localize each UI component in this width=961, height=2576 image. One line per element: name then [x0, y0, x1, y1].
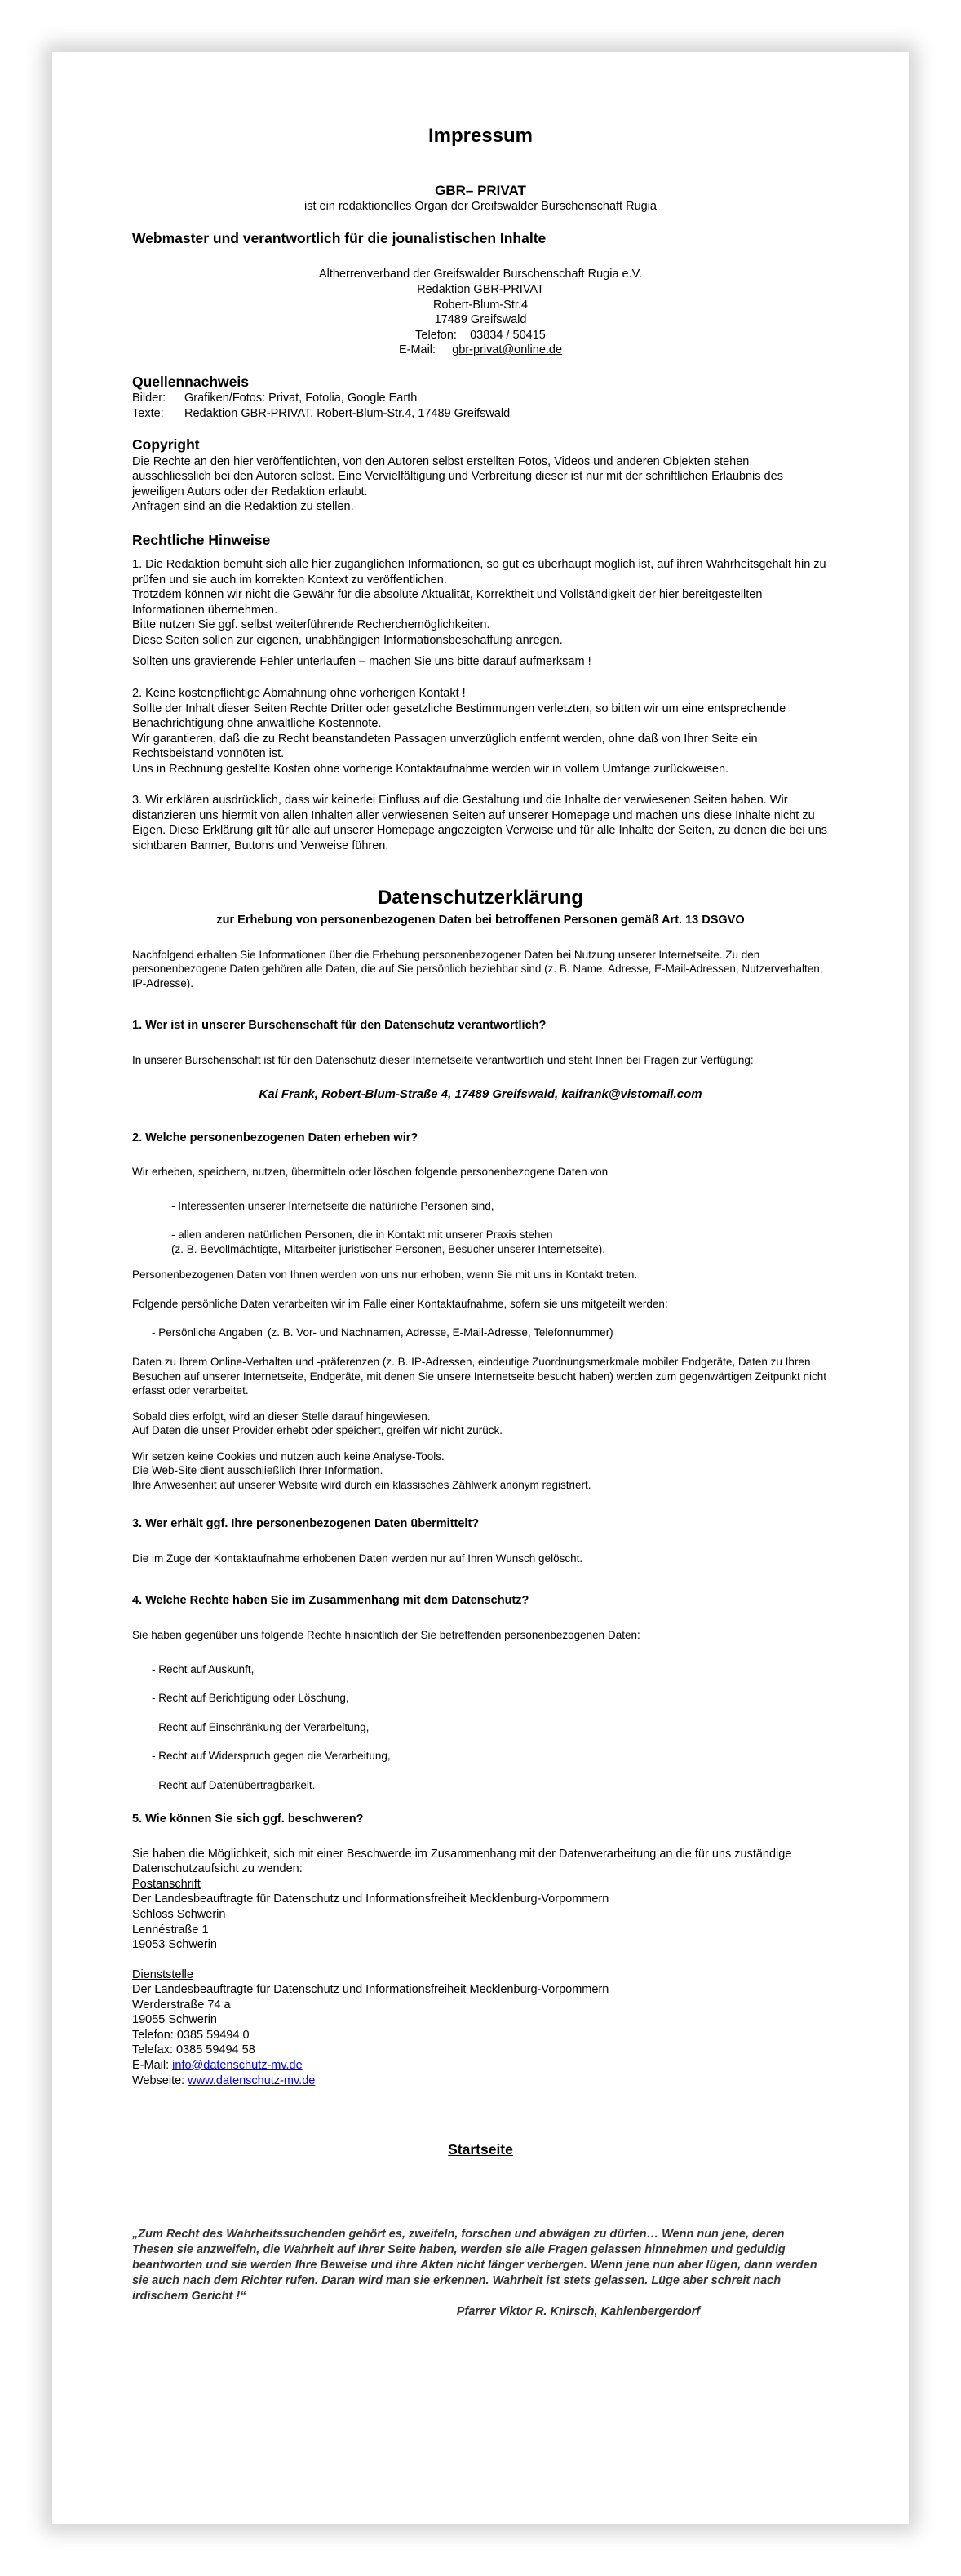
- responsible-contact: Kai Frank, Robert-Blum-Straße 4, 17489 Greifswald, kaifrank@vistomail.com: [259, 1087, 702, 1102]
- editorial-address: [132, 267, 829, 357]
- legal-paragraph: 3. Wir erklären ausdrücklich, dass wir keinerlei Einfluss auf die Gestaltung und die Inhalte der verwiesenen Seiten haben. Wir distanzieren uns hiermit von allen Inhalten aller verwiesenen Seiten auf unserer Homepage und machen uns diese Inhalte nicht zu Eigen. Diese Erklärung gilt für alle auf unserer Homepage angezeigten Verweise und für alle Inhalte der Seiten, zu denen die bei uns sichtbaren Banner, Buttons und Verweise führen.: [132, 794, 828, 852]
- email-label: E-Mail:: [132, 2058, 170, 2072]
- web-line: [132, 2074, 829, 2089]
- answer-text: Wir erheben, speichern, nutzen, übermitteln oder löschen folgende personenbezogene Daten von: [132, 1166, 609, 1179]
- texte-value: Redaktion GBR-PRIVAT, Robert-Blum-Str.4, 17489 Greifswald: [184, 406, 511, 420]
- document-content: [132, 52, 829, 2320]
- email-line: [132, 343, 829, 358]
- datenschutz-subtitle: zur Erhebung von personenbezogenen Daten bei betroffenen Personen gemäß Art. 13 DSGVO: [216, 914, 745, 927]
- publisher-description: ist ein redaktionelles Organ der Greifswalder Burschenschaft Rugia: [304, 200, 657, 214]
- copyright-heading: Copyright: [132, 436, 200, 454]
- texte-label: Texte:: [132, 406, 164, 420]
- question-heading: 5. Wie können Sie sich ggf. beschweren?: [132, 1812, 364, 1826]
- phone-label: Telefon:: [415, 328, 457, 342]
- rights-item: - Recht auf Widerspruch gegen die Verarbeitung,: [152, 1750, 391, 1763]
- answer-text: Sie haben gegenüber uns folgende Rechte hinsichtlich der Sie betreffenden personenbezogenen Daten:: [132, 1629, 640, 1642]
- answer-text: Sie haben die Möglichkeit, sich mit einer Beschwerde im Zusammenhang mit der Datenverarbeitung an die für uns zuständige Datenschutzaufsicht zu wenden:: [132, 1847, 792, 1876]
- address-line: Telefon: 0385 59494 0: [132, 2028, 250, 2042]
- datenschutz-web-link[interactable]: www.datenschutz-mv.de: [188, 2074, 316, 2087]
- address-line: 17489 Greifswald: [434, 313, 527, 327]
- answer-text: Die im Zuge der Kontaktaufnahme erhobenen Daten werden nur auf Ihren Wunsch gelöscht.: [132, 1551, 583, 1565]
- rights-item: - Recht auf Einschränkung der Verarbeitung,: [152, 1720, 370, 1733]
- address-line: Werderstraße 74 a: [132, 1998, 231, 2012]
- question-heading: 4. Welche Rechte haben Sie im Zusammenhang mit dem Datenschutz?: [132, 1594, 529, 1608]
- quote-author: Pfarrer Viktor R. Knirsch, Kahlenbergerdorf: [456, 2304, 701, 2318]
- rechtliche-hinweise-heading: Rechtliche Hinweise: [132, 531, 271, 548]
- document-page: [52, 52, 909, 2524]
- answer-text: Personenbezogenen Daten von Ihnen werden von uns nur erhoben, wenn Sie mit uns in Kontakt treten.: [132, 1268, 638, 1281]
- bilder-value: Grafiken/Fotos: Privat, Fotolia, Google Earth: [184, 392, 418, 405]
- legal-paragraph: Sollte der Inhalt dieser Seiten Rechte Dritter oder gesetzliche Bestimmungen verletzten, so bitten wir um eine entsprechende Benachrichtigung ohne anwaltliche Kostennote.: [132, 702, 786, 731]
- copyright-text: Die Rechte an den hier veröffentlichten, von den Autoren selbst erstellten Fotos, Videos und anderen Objekten stehen ausschliesslich bei den Autoren selbst. Eine Vervielfältigung und Verbreitung dieser ist nur mit der schriftlichen Erlaubnis des jeweiligen Autors oder der Redaktion erlaubt.: [132, 454, 783, 498]
- address-line: Lennéstraße 1: [132, 1923, 209, 1936]
- rights-item: - Recht auf Datenübertragbarkeit.: [152, 1778, 316, 1791]
- datenschutz-title: Datenschutzerklärung: [377, 887, 584, 910]
- web-label: Webseite:: [132, 2074, 185, 2087]
- phone-number: 03834 / 50415: [470, 328, 546, 342]
- address-line: Schloss Schwerin: [132, 1908, 226, 1922]
- address-line: Redaktion GBR-PRIVAT: [417, 282, 544, 296]
- address-line: 19053 Schwerin: [132, 1938, 217, 1952]
- question-heading: 2. Welche personenbezogenen Daten erheben wir?: [132, 1131, 418, 1144]
- legal-paragraph: Uns in Rechnung gestellte Kosten ohne vorherige Kontaktaufnahme werden wir in vollem Umfange zurückweisen.: [132, 762, 729, 776]
- answer-text: Die Web-Site dient ausschließlich Ihrer Information.: [132, 1464, 383, 1477]
- rights-item: - Recht auf Auskunft,: [152, 1662, 255, 1675]
- legal-paragraph: 1. Die Redaktion bemüht sich alle hier zugänglichen Informationen, so gut es überhaupt möglich ist, auf ihren Wahrheitsgehalt hin zu prüfen und sie auch im korrekten Kontext zu veröffentlichen.: [132, 558, 826, 586]
- datenschutz-intro: Nachfolgend erhalten Sie Informationen über die Erhebung personenbezogener Daten bei Nutzung unserer Internetseite. Zu den personenbezogene Daten gehören alle Daten, die auf Sie persönlich beziehbar sind (z. B. Name, Adresse, E-Mail-Adressen, Nutzerverhalten, IP-Adresse).: [132, 948, 823, 989]
- legal-paragraph: 2. Keine kostenpflichtige Abmahnung ohne vorherigen Kontakt !: [132, 686, 466, 700]
- answer-text: Folgende persönliche Daten verarbeiten wir im Falle einer Kontaktaufnahme, sofern sie uns mitgeteilt werden:: [132, 1297, 668, 1310]
- address-line: Telefax: 0385 59494 58: [132, 2043, 255, 2057]
- list-item: - allen anderen natürlichen Personen, die in Kontakt mit unserer Praxis stehen: [171, 1228, 553, 1242]
- question-heading: 1. Wer ist in unserer Burschenschaft für den Datenschutz verantwortlich?: [132, 1019, 547, 1033]
- phone-line: [132, 328, 829, 343]
- texte-line: [132, 406, 829, 422]
- answer-text: Sobald dies erfolgt, wird an dieser Stelle darauf hingewiesen.: [132, 1410, 431, 1423]
- email-line: [132, 2058, 829, 2074]
- answer-text: Daten zu Ihrem Online-Verhalten und -präferenzen (z. B. IP-Adressen, eindeutige Zuordnungsmerkmale mobiler Endgeräte, Daten zu Ihren Besuchen auf unserer Internetseite, Endgeräte, mit denen Sie unsere Internetseite besucht haben) werden zum gegenwärtigen Zeitpunkt nicht erfasst oder verarbeitet.: [132, 1356, 827, 1397]
- list-item: (z. B. Bevollmächtigte, Mitarbeiter juristischer Personen, Besucher unserer Internetseite).: [171, 1242, 605, 1255]
- list-item-value: (z. B. Vor- und Nachnamen, Adresse, E-Mail-Adresse, Telefonnummer): [268, 1326, 613, 1339]
- legal-paragraph: Bitte nutzen Sie ggf. selbst weiterführende Recherchemöglichkeiten.: [132, 618, 490, 632]
- bilder-line: [132, 391, 829, 406]
- org-name: Altherrenverband der Greifswalder Burschenschaft Rugia e.V.: [318, 268, 642, 281]
- email-label: E-Mail:: [398, 343, 436, 357]
- quote-text: „Zum Recht des Wahrheitssuchenden gehört es, zweifeln, forschen und abwägen zu dürfen… Wenn nun jene, deren Thesen sie anzweifeln, die Wahrheit auf Ihrer Seite haben, werden sie alle Fragen gelassen hinnehmen und geduldig beantworten und sie werden Ihre Beweise und ihre Akten nicht länger verbergen. Wenn jene nun aber lügen, dann werden sie auch nach dem Richter rufen. Daran wird man sie erkennen. Wahrheit ist stets gelassen. Lüge aber schreit nach irdischem Gericht !“: [132, 2228, 817, 2303]
- copyright-text: Anfragen sind an die Redaktion zu stellen.: [132, 500, 354, 514]
- webmaster-heading: Webmaster und verantwortlich für die jounalistischen Inhalte: [132, 230, 547, 247]
- answer-text: Ihre Anwesenheit auf unserer Website wird durch ein klassisches Zählwerk anonym registriert.: [132, 1478, 591, 1491]
- list-item: - Interessenten unserer Internetseite die natürliche Personen sind,: [171, 1199, 494, 1212]
- answer-text: In unserer Burschenschaft ist für den Datenschutz dieser Internetseite verantwortlich und steht Ihnen bei Fragen zur Verfügung:: [132, 1053, 754, 1066]
- rights-item: - Recht auf Berichtigung oder Löschung,: [152, 1692, 349, 1705]
- question-heading: 3. Wer erhält ggf. Ihre personenbezogenen Daten übermittelt?: [132, 1517, 480, 1531]
- impressum-title: Impressum: [427, 125, 534, 147]
- postanschrift-label: Postanschrift: [132, 1877, 201, 1891]
- datenschutz-email-link[interactable]: info@datenschutz-mv.de: [172, 2058, 303, 2072]
- answer-text: Auf Daten die unser Provider erhebt oder speichert, greifen wir nicht zurück.: [132, 1424, 503, 1437]
- startseite-link[interactable]: Startseite: [448, 2141, 513, 2158]
- legal-paragraph: Wir garantieren, daß die zu Recht beanstandeten Passagen unverzüglich entfernt werden, ohne daß von Ihrer Seite ein Rechtsbeistand vonnöten ist.: [132, 732, 758, 761]
- address-line: Der Landesbeauftragte für Datenschutz und Informationsfreiheit Mecklenburg-Vorpommern: [132, 1892, 609, 1906]
- address-line: Robert-Blum-Str.4: [432, 298, 529, 312]
- legal-paragraph: Trotzdem können wir nicht die Gewähr für die absolute Aktualität, Korrektheit und Vollständigkeit der hier bereitgestellten Informationen übernehmen.: [132, 588, 763, 617]
- publisher-name: GBR– PRIVAT: [435, 182, 526, 198]
- quellen-heading: Quellennachweis: [132, 373, 249, 390]
- legal-paragraph: Sollten uns gravierende Fehler unterlaufen – machen Sie uns bitte darauf aufmerksam !: [132, 655, 591, 669]
- address-line: 19055 Schwerin: [132, 2013, 217, 2027]
- email-link[interactable]: gbr-privat@online.de: [452, 343, 563, 357]
- list-item: [132, 1326, 829, 1340]
- answer-text: Wir setzen keine Cookies und nutzen auch keine Analyse-Tools.: [132, 1450, 445, 1463]
- list-item-label: - Persönliche Angaben: [152, 1326, 263, 1339]
- bilder-label: Bilder:: [132, 392, 166, 405]
- legal-paragraph: Diese Seiten sollen zur eigenen, unabhängigen Informationsbeschaffung anregen.: [132, 633, 563, 647]
- address-line: Der Landesbeauftragte für Datenschutz und Informationsfreiheit Mecklenburg-Vorpommern: [132, 1983, 609, 1997]
- dienststelle-label: Dienststelle: [132, 1967, 193, 1981]
